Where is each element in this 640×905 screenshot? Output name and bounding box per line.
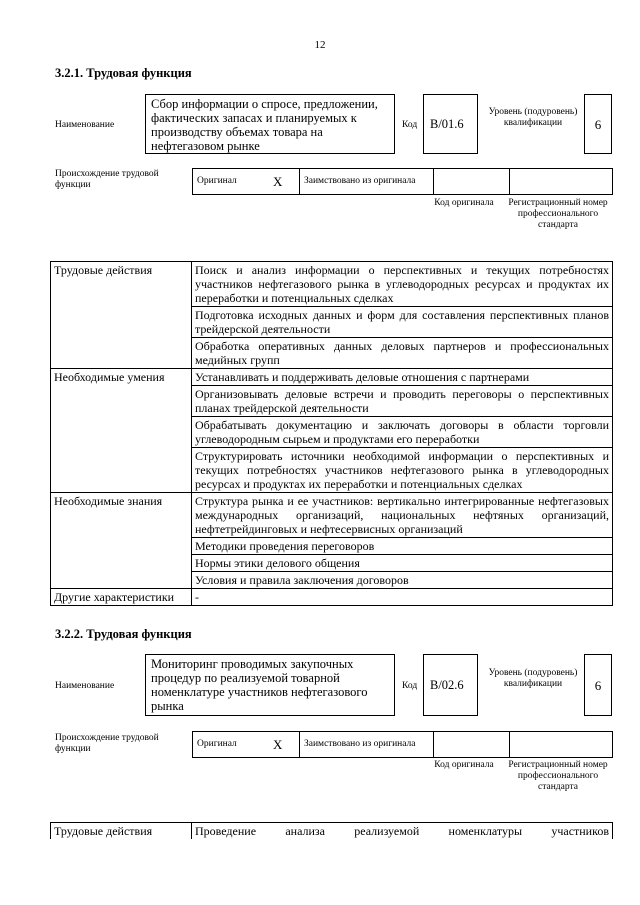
other-value: - <box>192 589 613 606</box>
skill-item: Организовывать деловые встречи и проводить переговоры о перспективных планах трейдерской деятельности <box>192 386 613 417</box>
knowledge-item: Методики проведения переговоров <box>192 538 613 555</box>
skill-item: Устанавливать и поддерживать деловые отношения с партнерами <box>192 369 613 386</box>
reg-number-caption: Регистрационный номер профессионального стандарта <box>508 760 608 792</box>
borrowed-label: Заимствовано из оригинала <box>300 732 434 758</box>
knowledge-item: Условия и правила заключения договоров <box>192 572 613 589</box>
origin-label: Происхождение трудовой функции <box>55 169 159 190</box>
function-code-box: B/01.6 <box>423 94 478 154</box>
origin-table <box>192 731 613 758</box>
level-label: Уровень (подуровень) квалификации <box>488 668 578 689</box>
original-label: Оригинал <box>193 169 270 195</box>
origin-label: Происхождение трудовой функции <box>55 733 159 754</box>
orig-code-caption: Код оригинала <box>434 198 494 208</box>
origin-table <box>192 168 613 195</box>
orig-code-caption: Код оригинала <box>434 760 494 770</box>
code-label: Код <box>402 120 418 130</box>
knowledge-item: Нормы этики делового общения <box>192 555 613 572</box>
original-mark: X <box>269 732 300 758</box>
orig-code-cell <box>434 732 510 758</box>
skills-label: Необходимые умения <box>51 369 192 493</box>
other-label: Другие характеристики <box>51 589 192 606</box>
reg-number-cell <box>510 732 613 758</box>
reg-number-cell <box>510 169 613 195</box>
function-code-box: B/02.6 <box>423 654 478 716</box>
borrowed-label: Заимствовано из оригинала <box>300 169 434 195</box>
knowledge-item: Структура рынка и ее участников: вертикально интегрированные нефтегазовых международных организаций, национальных нефтяных организаций, нефтетрейдинговых и нефтесервисных организаций <box>192 493 613 538</box>
name-label: Наименование <box>55 120 115 130</box>
page-number: 12 <box>314 39 326 51</box>
original-mark: X <box>269 169 300 195</box>
function-details-table <box>50 822 613 839</box>
actions-label: Трудовые действия <box>51 262 192 369</box>
action-item: Проведение анализа реализуемой номенклатуры участников <box>192 823 613 840</box>
level-box: 6 <box>584 94 612 154</box>
code-label: Код <box>402 681 418 691</box>
skill-item: Обрабатывать документацию и заключать договоры в области торговли углеводородным сырьем и продуктами его переработки <box>192 417 613 448</box>
action-item: Подготовка исходных данных и форм для составления перспективных планов трейдерской деятельности <box>192 307 613 338</box>
level-box: 6 <box>584 654 612 716</box>
action-item: Поиск и анализ информации о перспективных и текущих потребностях участников нефтегазового рынка в углеводородных ресурсах и продуктах их переработки и потенциальных сделках <box>192 262 613 307</box>
original-label: Оригинал <box>193 732 270 758</box>
level-label: Уровень (подуровень) квалификации <box>488 107 578 128</box>
skill-item: Структурировать источники необходимой информации о перспективных и текущих потребностях участников нефтегазового рынка в углеводородных ресурсах и продуктах их переработки и потенциальных сделках <box>192 448 613 493</box>
function-name-box: Сбор информации о спросе, предложении, фактических запасах и планируемых к производству объемах товара на нефтегазовом рынке <box>145 94 395 154</box>
action-item: Обработка оперативных данных деловых партнеров и профессиональных медийных групп <box>192 338 613 369</box>
actions-label: Трудовые действия <box>51 823 192 840</box>
section-title: 3.2.1. Трудовая функция <box>55 66 192 80</box>
function-name-box: Мониторинг проводимых закупочных процедур по реализуемой товарной номенклатуре участников нефтегазового рынка <box>145 654 395 716</box>
orig-code-cell <box>434 169 510 195</box>
knowledge-label: Необходимые знания <box>51 493 192 589</box>
section-title: 3.2.2. Трудовая функция <box>55 627 192 641</box>
reg-number-caption: Регистрационный номер профессионального стандарта <box>508 198 608 230</box>
name-label: Наименование <box>55 681 115 691</box>
function-details-table <box>50 261 613 606</box>
